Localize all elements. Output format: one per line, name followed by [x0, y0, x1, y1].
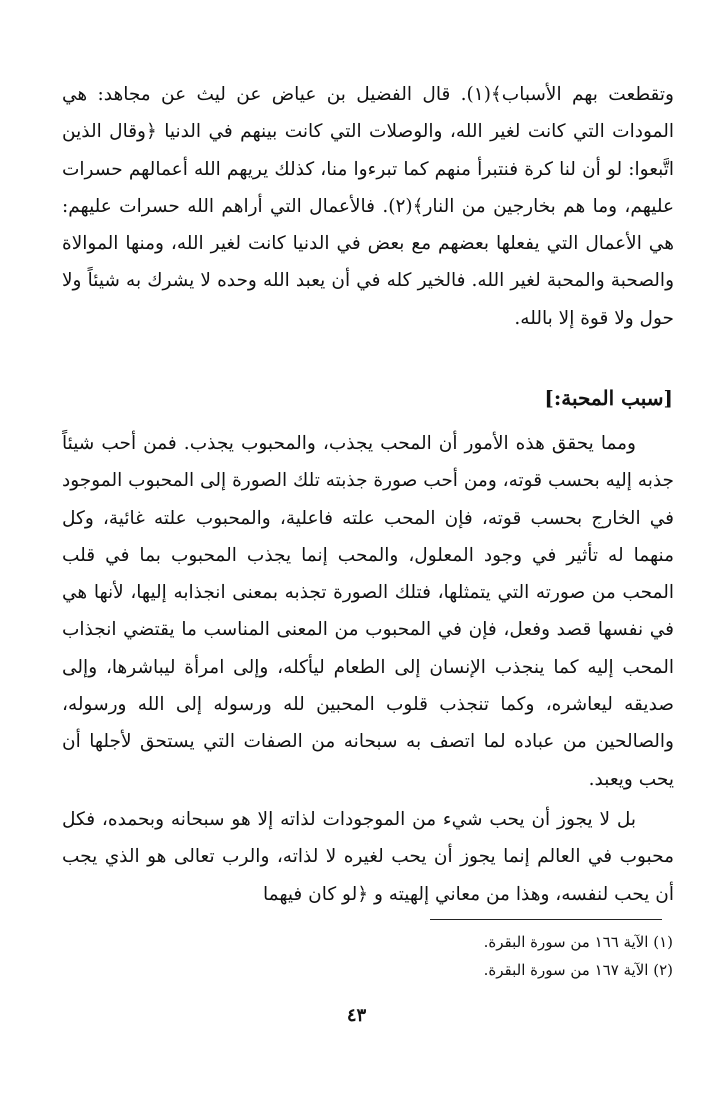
- paragraph: ومما يحقق هذه الأمور أن المحب يجذب، والمحبوب يجذب. فمن أحب شيئاً جذبه إليه بحسب قوته، ومن أحب صورة جذبته تلك الصورة إلى المحبوب الموجود في الخارج بحسب قوته، فإن المحب علته فاعلية، والمحبوب علته غائية، وكل منهما له تأثير في وجود المعلول، والمحب إنما يجذب المحبوب بما في قلب المحب من صورته التي يتمثلها، فتلك الصورة تجذبه بمعنى انجذابه إليها، لأنها هي في نفسها قصد وفعل، فإن في المحبوب من المعنى المناسب ما يقتضي انجذاب المحب إليه كما ينجذب الإنسان إلى الطعام ليأكله، وإلى امرأة ليباشرها، وإلى صديقه ليعاشره، وكما تنجذب قلوب المحبين لله ورسوله إلى الله ورسوله، والصالحين من عباده لما اتصف به سبحانه من الصفات التي يستحق لأجلها أن يحب ويعبد.: [62, 433, 674, 790]
- footnote-divider: [430, 919, 662, 920]
- main-text-block-3: [62, 801, 674, 913]
- paragraph: بل لا يجوز أن يحب شيء من الموجودات لذاته إلا هو سبحانه وبحمده، فكل محبوب في العالم إنما يجوز أن يحب لغيره لا لذاته، والرب تعالى هو الذي يجب أن يحب لنفسه، وهذا من معاني إلهيته و ﴿لو كان فيهما: [62, 809, 674, 905]
- page-number: ٤٣: [346, 1005, 367, 1026]
- footnotes: [323, 928, 673, 984]
- footnote-1: (١) الآية ١٦٦ من سورة البقرة.: [483, 933, 673, 951]
- footnote-2: (٢) الآية ١٦٧ من سورة البقرة.: [483, 961, 673, 979]
- section-heading: [سبب المحبة:]: [544, 386, 673, 410]
- paragraph-continued: وتقطعت بهم الأسباب﴾(١). قال الفضيل بن عياض عن ليث عن مجاهد: هي المودات التي كانت لغير الله، والوصلات التي كانت بينهم في الدنيا ﴿وقال الذين اتَّبعوا: لو أن لنا كرة فنتبرأ منهم كما تبرءوا منا، كذلك يريهم الله أعمالهم حسرات عليهم، وما هم بخارجين من النار﴾(٢). فالأعمال التي أراهم الله حسرات عليهم: هي الأعمال التي يفعلها بعضهم مع بعض في الدنيا كانت لغير الله، ومنها الموالاة والصحبة والمحبة لغير الله. فالخير كله في أن يعبد الله وحده لا يشرك به شيئاً ولا حول ولا قوة إلا بالله.: [62, 84, 674, 329]
- main-text-block: [62, 76, 674, 337]
- main-text-block-2: [62, 425, 674, 798]
